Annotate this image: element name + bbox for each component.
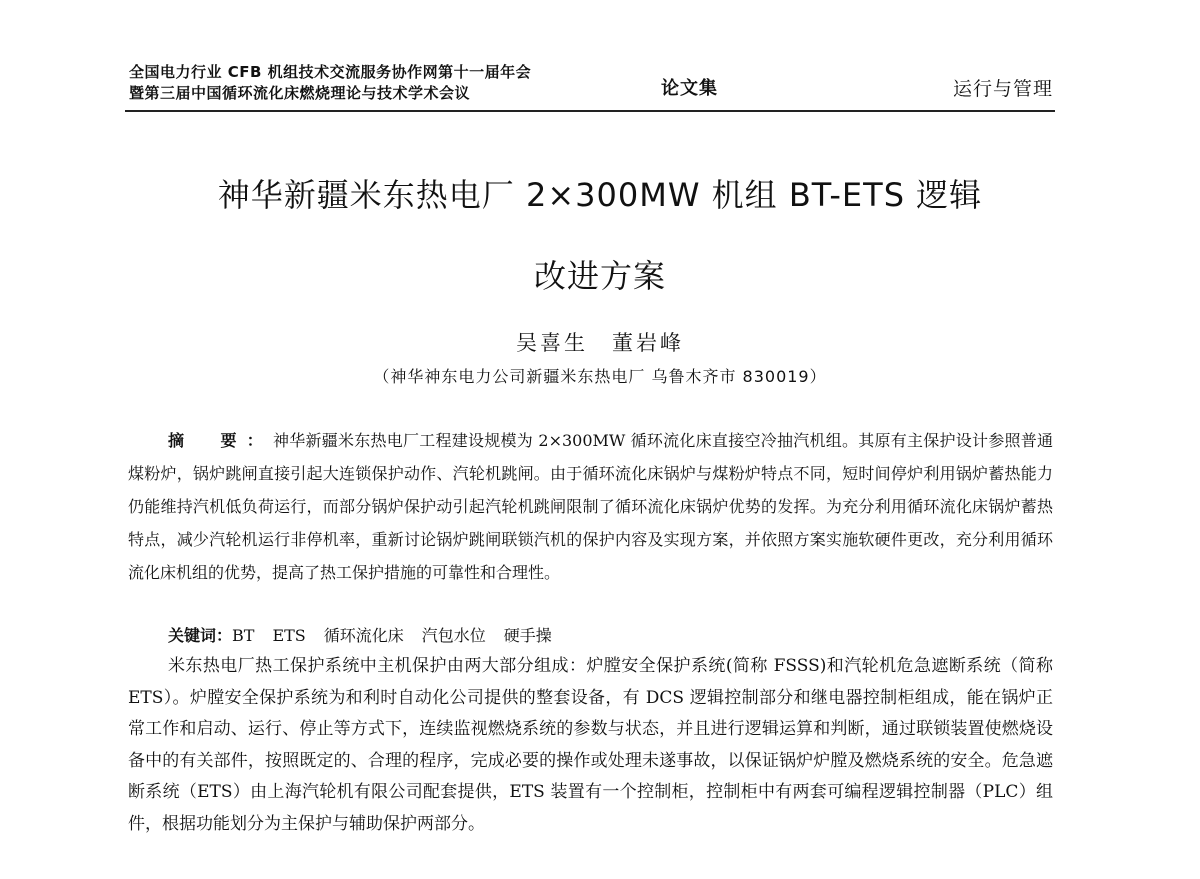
keyword: ETS	[272, 626, 306, 645]
conference-line-2: 暨第三届中国循环流化床燃烧理论与技术学术会议	[129, 84, 471, 102]
abstract-text: 神华新疆米东热电厂工程建设规模为 2×300MW 循环流化床直接空冷抽汽机组。其原有主保护设计参照普通煤粉炉，锅炉跳闸直接引起大连锁保护动作、汽轮机跳闸。由于循环流化床锅炉与煤粉炉特点不同，短时间停炉利用锅炉蓄热能力仍能维持汽机低负荷运行，而部分锅炉保护动引起汽轮机跳闸限制了循环流化床锅炉优势的发挥。为充分利用循环流化床锅炉蓄热特点，减少汽轮机运行非停机率，重新讨论锅炉跳闸联锁汽机的保护内容及实现方案，并依照方案实施软硬件更改，充分利用循环流化床机组的优势，提高了热工保护措施的可靠性和合理性。	[128, 431, 1053, 582]
authors: 吴喜生 董岩峰	[516, 331, 684, 355]
title-line-1: 神华新疆米东热电厂 2×300MW 机组 BT-ETS 逻辑	[217, 176, 983, 214]
keyword: 硬手操	[503, 626, 552, 645]
keyword: 循环流化床	[323, 626, 404, 645]
keyword: 汽包水位	[421, 626, 486, 645]
section-label: 运行与管理	[952, 78, 1053, 100]
abstract-label: 摘 要：	[168, 431, 274, 450]
abstract	[128, 424, 1053, 589]
conference-name	[129, 62, 531, 104]
keyword: BT	[232, 626, 255, 645]
keywords	[128, 619, 1053, 652]
conference-line-1: 全国电力行业 CFB 机组技术交流服务协作网第十一届年会	[129, 63, 532, 81]
body-paragraph: 米东热电厂热工保护系统中主机保护由两大部分组成：炉膛安全保护系统(简称 FSSS)和汽轮机危急遮断系统（简称 ETS）。炉膛安全保护系统为和利时自动化公司提供的整套设备，有 DCS 逻辑控制部分和继电器控制柜组成，能在锅炉正常工作和启动、运行、停止等方式下，连续监视燃烧系统的参数与状态，并且进行逻辑运算和判断，通过联锁装置使燃烧设备中的有关部件，按照既定的、合理的程序，完成必要的操作或处理未遂事故，以保证锅炉炉膛及燃烧系统的安全。危急遮断系统（ETS）由上海汽轮机有限公司配套提供，ETS 装置有一个控制柜，控制柜中有两套可编程逻辑控制器（PLC）组件，根据功能划分为主保护与辅助保护两部分。	[128, 656, 1053, 834]
collection-label: 论文集	[661, 78, 718, 99]
affiliation: （神华神东电力公司新疆米东热电厂 乌鲁木齐市 830019）	[373, 367, 827, 386]
keywords-label: 关键词：	[168, 626, 233, 645]
running-header	[125, 58, 1055, 112]
title-line-2: 改进方案	[533, 257, 666, 295]
